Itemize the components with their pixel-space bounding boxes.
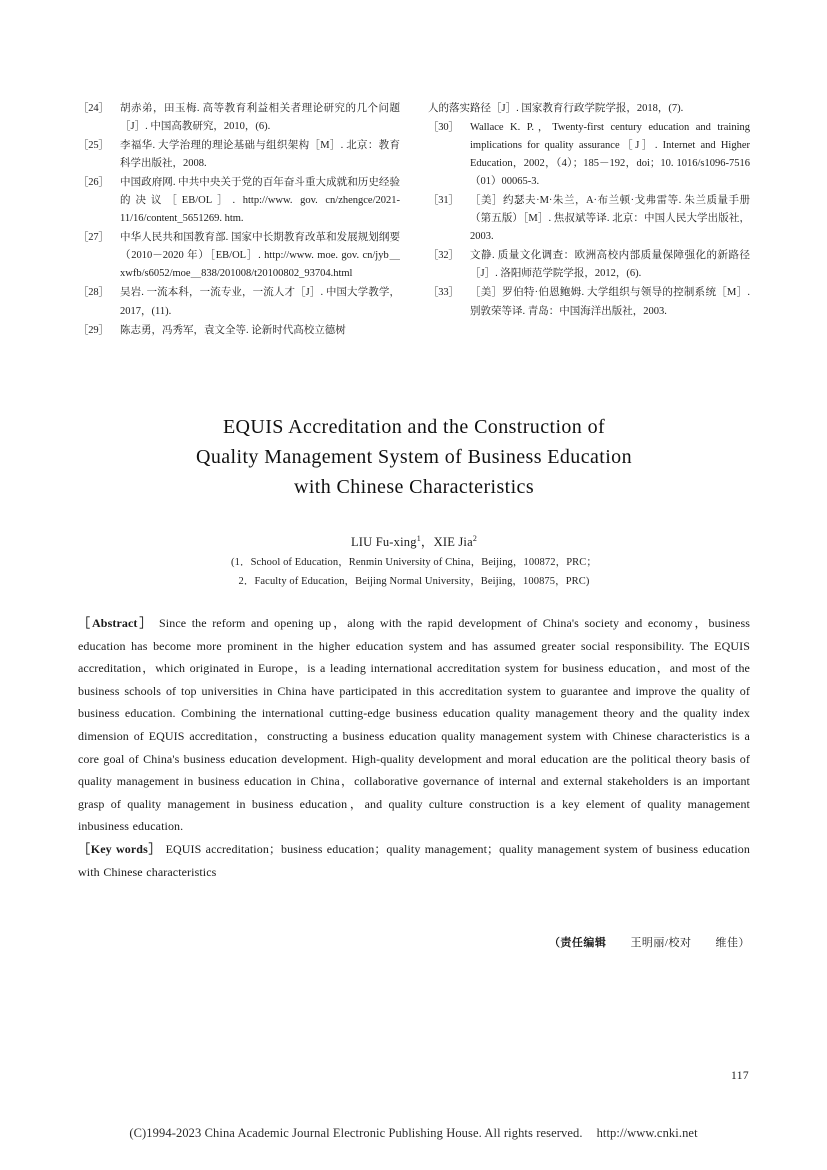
page-number: 117: [730, 1070, 749, 1082]
reference-text: 胡赤弟，田玉梅. 高等教育利益相关者理论研究的几个问题［J］. 中国高教研究，2010，(6).: [120, 103, 400, 133]
reference-text: Wallace K. P.，Twenty-first century education and training implications for quality assurance［J］. Internet and Higher Education，2002，（4）；185－192，doi；10. 1016/s1096-7516（01）00065-3.: [470, 122, 750, 188]
abstract-section: [78, 612, 750, 883]
keywords-paragraph: [78, 838, 750, 883]
copyright-text: (C)1994-2023 China Academic Journal Electronic Publishing House. All rights reserved.: [129, 1126, 583, 1140]
abstract-text: Since the reform and opening up，along with the rapid development of China's society and economy，business education has become more prominent in the higher education system and has assumed greater social responsibility. The EQUIS accreditation，which originated in Europe，is a leading international accreditation system for business education，and most of the business schools of top universities in China have participated in this accreditation system to guarantee and improve the quality of business education. Combining the international cutting-edge business education quality management theory and the quality index dimension of EQUIS accreditation，constructing a business education quality management system with Chinese characteristics is a core goal of China's business education development. High-quality development and moral education are the political theory basis of quality management in business education in China，collaborative governance of internal and external stakeholders is an important grasp of quality management in business education，and quality culture construction is a key element of quality management inbusiness education.: [78, 616, 750, 834]
reference-number: ［31］: [428, 195, 459, 207]
editor-name: 王明丽/校对: [630, 937, 692, 949]
abstract-label: ［Abstract］: [78, 616, 154, 630]
reference-text: 中华人民共和国教育部. 国家中长期教育改革和发展规划纲要（2010－2020 年）［EB/OL］. http://www. moe. gov. cn/jyb＿xwfb/s6052/moe＿838/201008/t20100802_93704.html: [120, 232, 400, 280]
author-one: LIU Fu-xing: [350, 535, 417, 550]
author-one-affil-marker: 1: [416, 534, 421, 543]
keywords-label: ［Key words］: [78, 841, 162, 856]
reference-item: [428, 247, 750, 283]
reference-item: [428, 119, 750, 191]
footer-copyright: [0, 1126, 827, 1141]
keywords-text: EQUIS accreditation；business education；quality management；quality management system of business education with Chinese characteristics: [78, 841, 750, 879]
reference-item: [78, 137, 400, 173]
title-line-3: with Chinese Characteristics: [293, 476, 535, 498]
reference-item: [428, 192, 750, 246]
author-two-affil-marker: 2: [472, 534, 478, 543]
reference-item: [78, 229, 400, 283]
title-line-1: EQUIS Accreditation and the Construction of: [222, 416, 606, 438]
reference-item: [78, 100, 400, 136]
reference-item: [428, 284, 750, 320]
references-right-column: [428, 100, 750, 341]
article-title: [78, 412, 750, 502]
reference-number: ［29］: [78, 324, 109, 336]
reference-number: ［27］: [78, 232, 109, 244]
author-block: [78, 528, 750, 591]
references-left-column: [78, 100, 400, 341]
affiliation-line-1: (1．School of Education，Renmin University of China，Beijing，100872，PRC；: [231, 557, 597, 569]
editor-credit-label: （责任编辑: [548, 937, 607, 949]
references-section: [78, 100, 750, 341]
title-line-2: Quality Management System of Business Education: [196, 446, 632, 468]
abstract-paragraph: [78, 612, 750, 838]
reference-text: 文静. 质量文化调查：欧洲高校内部质量保障强化的新路径［J］. 洛阳师范学院学报，2012，(6).: [470, 250, 750, 280]
reference-text: ［美］罗伯特·伯恩鲍姆. 大学组织与领导的控制系统［M］. 别敦荣等译. 青岛：中国海洋出版社，2003.: [470, 287, 750, 317]
reference-text: 李福华. 大学治理的理论基础与组织架构［M］. 北京：教育科学出版社，2008.: [120, 140, 400, 170]
affiliation-line-2: 2．Faculty of Education，Beijing Normal University，Beijing，100875，PRC): [238, 576, 590, 588]
reference-number: ［28］: [78, 287, 109, 299]
proofreader-name: 维佳）: [715, 937, 750, 949]
reference-number: ［26］: [78, 177, 109, 189]
reference-text: 中国政府网. 中共中央关于党的百年奋斗重大成就和历史经验的决议［EB/OL］. http://www. gov. cn/zhengce/2021-11/16/content_5651269. htm.: [120, 177, 400, 225]
author-names: [78, 528, 750, 553]
reference-continuation: 人的落实路径［J］. 国家教育行政学院学报，2018，(7).: [428, 103, 684, 114]
reference-item: [78, 322, 400, 340]
reference-number: ［24］: [78, 103, 109, 114]
reference-item: [78, 174, 400, 228]
reference-number: ［25］: [78, 140, 109, 152]
reference-text: 陈志勇，冯秀军，袁文全等. 论新时代高校立德树: [120, 324, 346, 336]
reference-number: ［32］: [428, 250, 459, 262]
reference-number: ［33］: [428, 287, 459, 299]
reference-text: ［美］约瑟夫·M·朱兰，A·布兰顿·戈弗雷等. 朱兰质量手册（第五版）［M］. 焦叔斌等译. 北京：中国人民大学出版社，2003.: [470, 195, 750, 243]
editor-credit: [78, 934, 750, 950]
reference-item: [78, 284, 400, 320]
reference-text: 吴岩. 一流本科，一流专业，一流人才［J］. 中国大学教学，2017，(11).: [120, 287, 400, 317]
cnki-url: http://www.cnki.net: [596, 1126, 698, 1140]
reference-number: ［30］: [428, 122, 459, 134]
author-two: ，XIE Jia: [420, 535, 473, 550]
